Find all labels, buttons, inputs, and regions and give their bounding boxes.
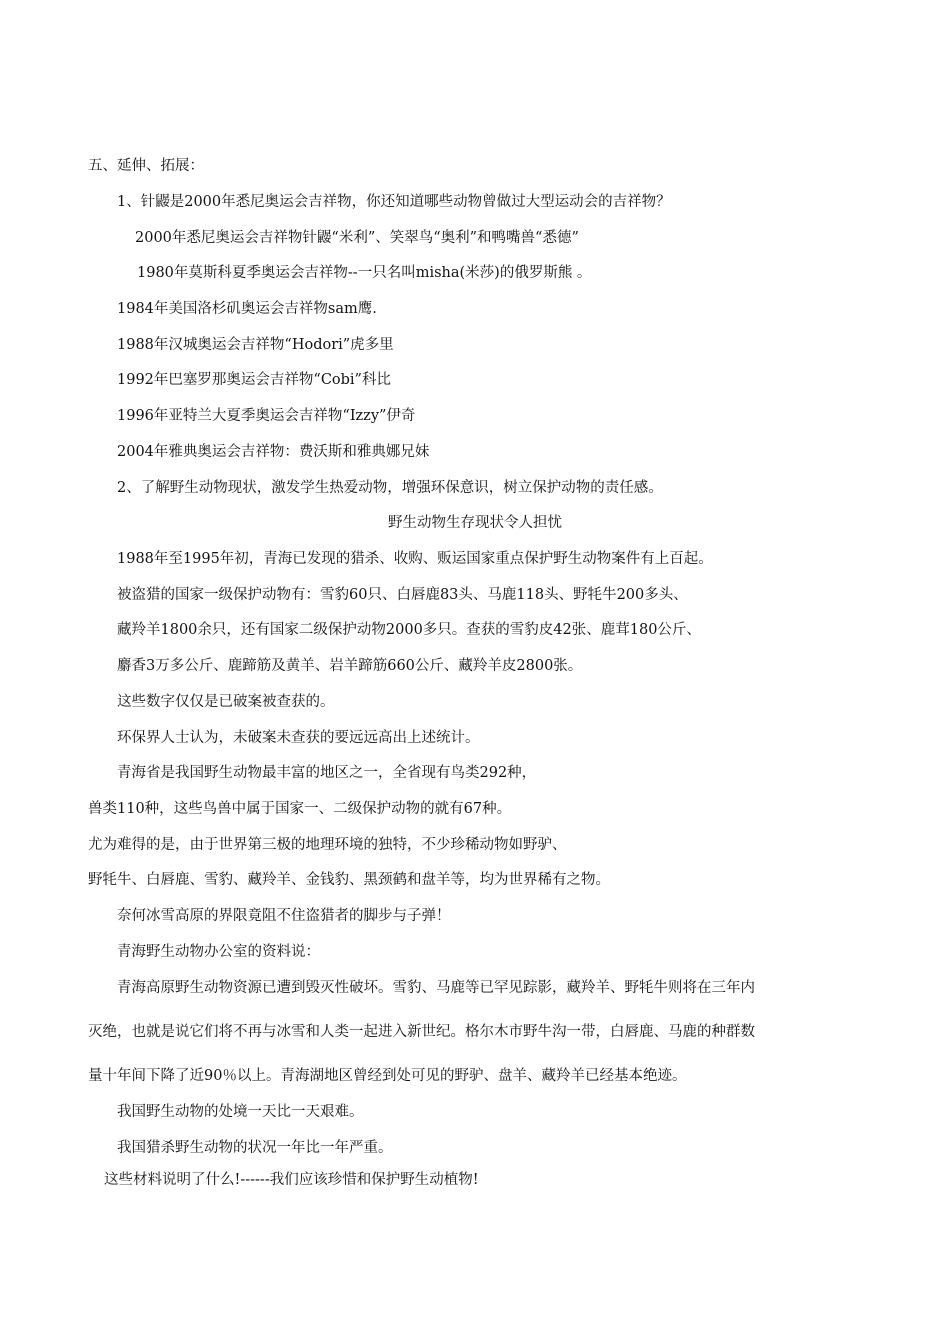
article-line: 青海高原野生动物资源已遭到毁灭性破坏。雪豹、马鹿等已罕见踪影，藏羚羊、野牦牛则将在三年内 [117, 980, 755, 996]
article-line: 兽类110种，这些鸟兽中属于国家一、二级保护动物的就有67种。 [88, 801, 512, 817]
article-line: 灭绝，也就是说它们将不再与冰雪和人类一起进入新世纪。格尔木市野牛沟一带，白唇鹿、马鹿的种群数 [88, 1024, 755, 1040]
article-line: 这些数字仅仅是已破案被查获的。 [117, 694, 335, 710]
article-line: 青海野生动物办公室的资料说： [117, 944, 320, 960]
article-line: 量十年间下降了近90％以上。青海湖地区曾经到处可见的野驴、盘羊、藏羚羊已经基本绝迹。 [88, 1068, 687, 1084]
article-line: 1988年至1995年初，青海已发现的猎杀、收购、贩运国家重点保护野生动物案件有上百起。 [117, 551, 713, 567]
article-line: 青海省是我国野生动物最丰富的地区之一，全省现有鸟类292种， [117, 765, 537, 781]
mascot-answer-line: 1992年巴塞罗那奥运会吉祥物“Cobi”科比 [117, 372, 391, 388]
question-2: 2、了解野生动物现状，激发学生热爱动物，增强环保意识，树立保护动物的责任感。 [117, 480, 663, 496]
mascot-answer-line: 1984年美国洛杉矶奥运会吉祥物sam鹰. [117, 301, 377, 317]
article-line: 我国猎杀野生动物的状况一年比一年严重。 [117, 1140, 393, 1156]
article-line: 环保界人士认为，未破案未查获的要远远高出上述统计。 [117, 730, 480, 746]
article-line: 野牦牛、白唇鹿、雪豹、藏羚羊、金钱豹、黑颈鹤和盘羊等，均为世界稀有之物。 [88, 872, 610, 888]
article-line: 奈何冰雪高原的界限竟阻不住盗猎者的脚步与子弹！ [117, 908, 451, 924]
conclusion-line: 这些材料说明了什么!------我们应该珍惜和保护野生动植物! [104, 1172, 479, 1188]
article-line: 被盗猎的国家一级保护动物有：雪豹60只、白唇鹿83头、马鹿118头、野牦牛200多头、 [117, 587, 688, 603]
article-line: 我国野生动物的处境一天比一天艰难。 [117, 1104, 364, 1120]
mascot-answer-line: 1988年汉城奥运会吉祥物“Hodori”虎多里 [117, 337, 394, 353]
mascot-answer-line: 2004年雅典奥运会吉祥物：费沃斯和雅典娜兄妹 [117, 444, 430, 460]
section-heading: 五、延伸、拓展： [88, 158, 204, 174]
article-title: 野生动物生存现状令人担忧 [388, 515, 562, 531]
mascot-answer-line: 1980年莫斯科夏季奥运会吉祥物--一只名叫misha(米莎)的俄罗斯熊 。 [137, 265, 592, 281]
article-line: 尤为难得的是，由于世界第三极的地理环境的独特，不少珍稀动物如野驴、 [88, 837, 567, 853]
article-line: 麝香3万多公斤、鹿蹄筋及黄羊、岩羊蹄筋660公斤、藏羚羊皮2800张。 [117, 658, 583, 674]
article-line: 藏羚羊1800余只，还有国家二级保护动物2000多只。查获的雪豹皮42张、鹿茸180公斤、 [117, 622, 701, 638]
mascot-answer-line: 1996年亚特兰大夏季奥运会吉祥物“Izzy”伊奇 [117, 408, 416, 424]
question-1: 1、针鼹是2000年悉尼奥运会吉祥物，你还知道哪些动物曾做过大型运动会的吉祥物？ [117, 194, 671, 210]
mascot-answer-line: 2000年悉尼奥运会吉祥物针鼹“米利”、笑翠鸟“奥利”和鸭嘴兽“悉德” [135, 230, 579, 246]
